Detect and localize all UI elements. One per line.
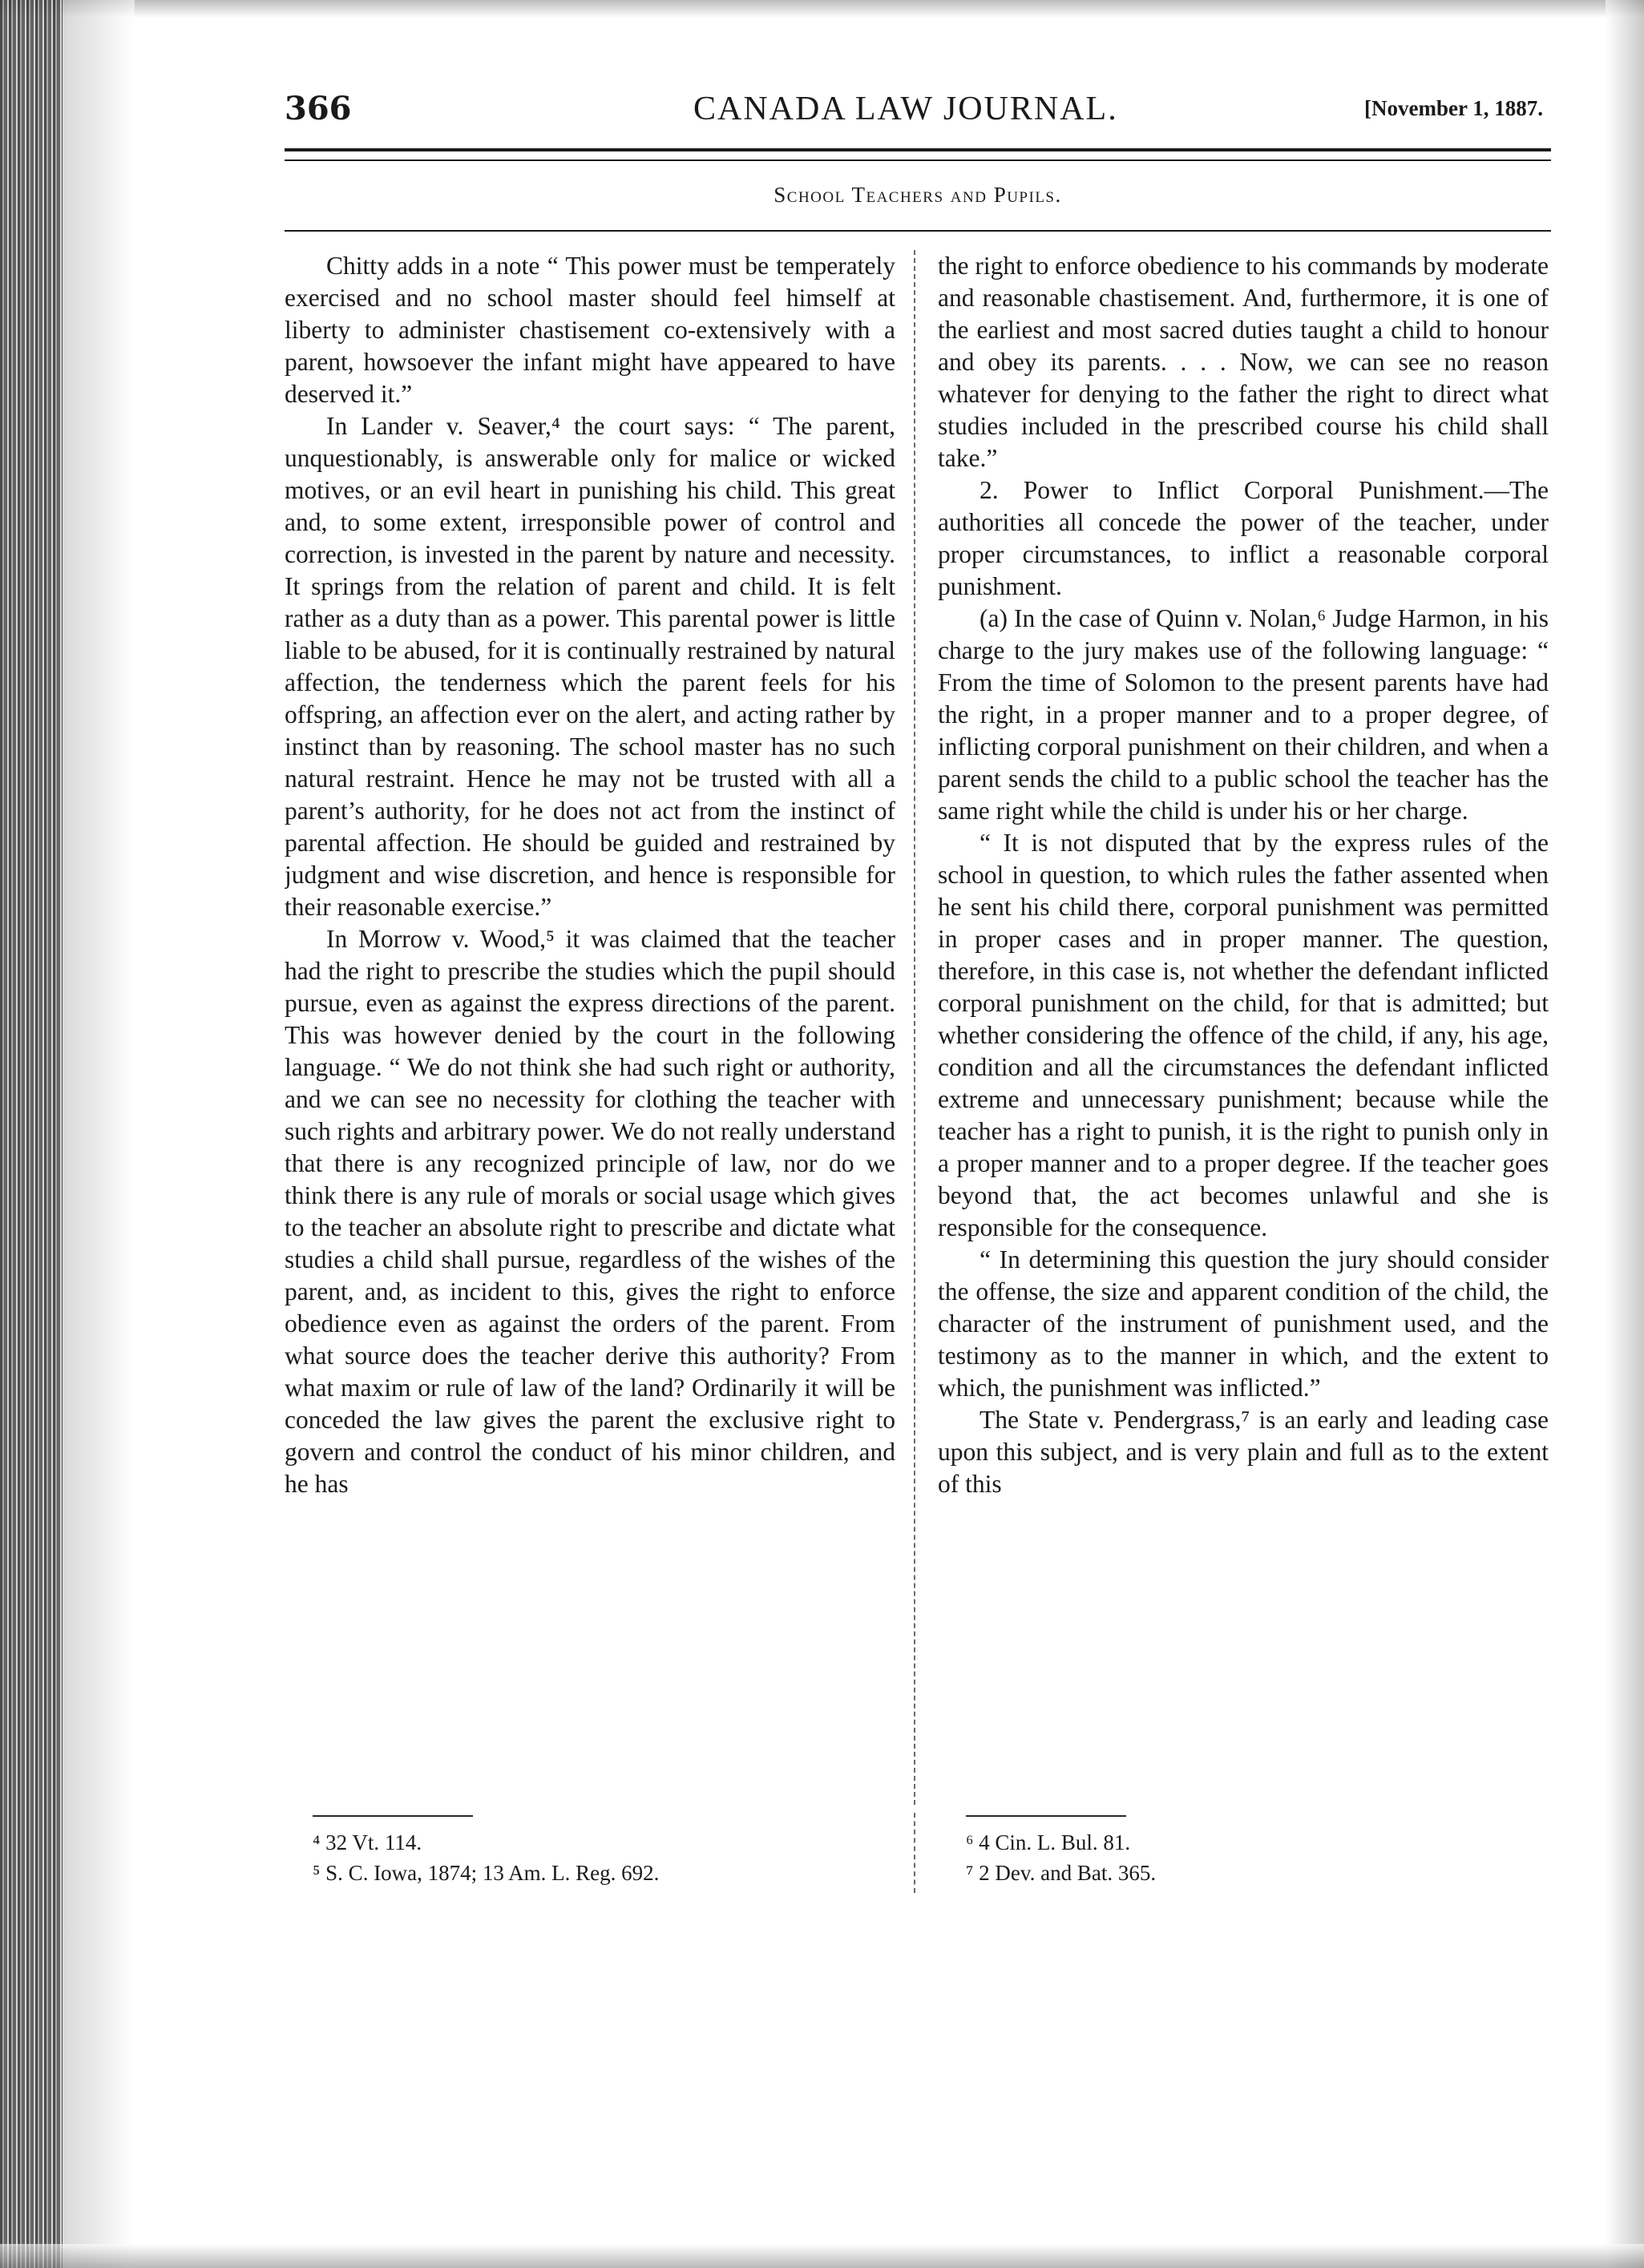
issue-date: [November 1, 1887. (1364, 96, 1543, 120)
footnote-divider (914, 1813, 915, 1893)
paragraph: 2. Power to Inflict Corporal Punishment.—The authorities all concede the power of the teacher, under proper circumstances, to inflict a reasonable corporal punishment. (938, 476, 1549, 600)
scan-binding-shadow (63, 0, 135, 2268)
scan-edge-top (0, 0, 1644, 18)
paragraph: (a) In the case of Quinn v. Nolan,⁶ Judge Harmon, in his charge to the jury makes use of the following language: “ From the time of Solomon to the present parents have had the right, in a proper manner and to a proper degree, of inflicting corporal punishment on their children, and when a parent sends the child to a public school the teacher has the same right while the child is under his or her charge. (938, 604, 1549, 825)
paragraph: In Lander v. Seaver,⁴ the court says: “ The parent, unquestionably, is answerable only for malice or wicked motives, or an evil heart in punishing his child. This great and, to some extent, irresponsible power of control and correction, is invested in the parent by nature and necessity. It springs from the relation of parent and child. It is felt rather as a duty than as a power. This parental power is little liable to be abused, for it is continually restrained by natural affection, the tenderness which the parent feels for his offspring, an affection ever on the alert, and acting rather by instinct than by reasoning. The school master has no such natural restraint. Hence he may not be trusted with all a parent’s authority, for he does not act from the instinct of parental affection. He should be guided and restrained by judgment and wise discretion, and hence is responsible for their reasonable exercise.” (285, 412, 895, 921)
paragraph: The State v. Pendergrass,⁷ is an early and leading case upon this subject, and is very plain and full as to the extent of this (938, 1406, 1549, 1498)
header-rule (285, 148, 1551, 161)
paragraph: “ It is not disputed that by the express rules of the school in question, to which rules the father assented when he sent his child there, corporal punishment was permitted in proper cases and in proper manner. The question, therefore, in this case is, not whether the defendant inflicted corporal punishment on the child, for that is admitted; but whether considering the offence of the child, if any, his age, condition and all the circumstances the defendant inflicted extreme and unnecessary punishment; because while the teacher has a right to punish, it is the right to punish only in a proper manner and to a proper degree. If the teacher goes beyond that, the act becomes unlawful and she is responsible for the consequence. (938, 829, 1549, 1241)
right-column (938, 250, 1549, 1793)
page-number: 366 (285, 90, 352, 127)
footnote-rule-right (966, 1815, 1126, 1817)
paragraph: the right to enforce obedience to his commands by moderate and reasonable chastisement. And, furthermore, it is one of the earliest and most sacred duties taught a child to honour and obey its parents. . . . Now, we can see no reason whatever for denying to the father the right to direct what studies included in the prescribed course his child shall take.” (938, 252, 1549, 472)
paragraph: Chitty adds in a note “ This power must be temperately exercised and no school master should feel himself at liberty to administer chastisement co-extensively with a parent, howsoever the infant might have appeared to have deserved it.” (285, 252, 895, 408)
column-divider (914, 250, 915, 1805)
scan-binding-edge (0, 0, 63, 2268)
journal-title: CANADA LAW JOURNAL. (693, 91, 1118, 127)
left-column (285, 250, 895, 1793)
section-heading: School Teachers and Pupils. (774, 183, 1062, 207)
page-header (285, 90, 1551, 138)
paragraph: In Morrow v. Wood,⁵ it was claimed that the teacher had the right to prescribe the studies which the pupil should pursue, even as against the express directions of the parent. This was however denied by the court in the following language. “ We do not think she had such right or authority, and we can see no necessity for clothing the teacher with such rights and arbitrary power. We do not really understand that there is any recognized principle of law, nor do we think there is any rule of morals or social usage which gives to the teacher an absolute right to prescribe and dictate what studies a child shall pursue, regardless of the wishes of the parent, and, as incident to this, gives the right to enforce obedience even as against the orders of the parent. From what source does the teacher derive this authority? From what maxim or rule of law of the land? Ordinarily it will be conceded the law gives the parent the exclusive right to govern and control the conduct of his minor children, and he has (285, 925, 895, 1498)
footnote: ⁴ 32 Vt. 114. (313, 1830, 422, 1854)
section-rule (285, 230, 1551, 232)
footnote: ⁵ S. C. Iowa, 1874; 13 Am. L. Reg. 692. (313, 1861, 660, 1885)
scan-edge-bottom (0, 2244, 1644, 2268)
footnote: ⁶ 4 Cin. L. Bul. 81. (966, 1830, 1131, 1854)
scan-edge-right (1606, 0, 1644, 2268)
footnotes-right (966, 1827, 1527, 1888)
paragraph: “ In determining this question the jury should consider the offense, the size and apparent condition of the child, the character of the instrument of punishment used, and the testimony as to the manner in which, and the extent to which, the punishment was inflicted.” (938, 1245, 1549, 1402)
footnote: ⁷ 2 Dev. and Bat. 365. (966, 1861, 1157, 1885)
footnote-rule-left (313, 1815, 473, 1817)
footnotes-left (313, 1827, 874, 1888)
